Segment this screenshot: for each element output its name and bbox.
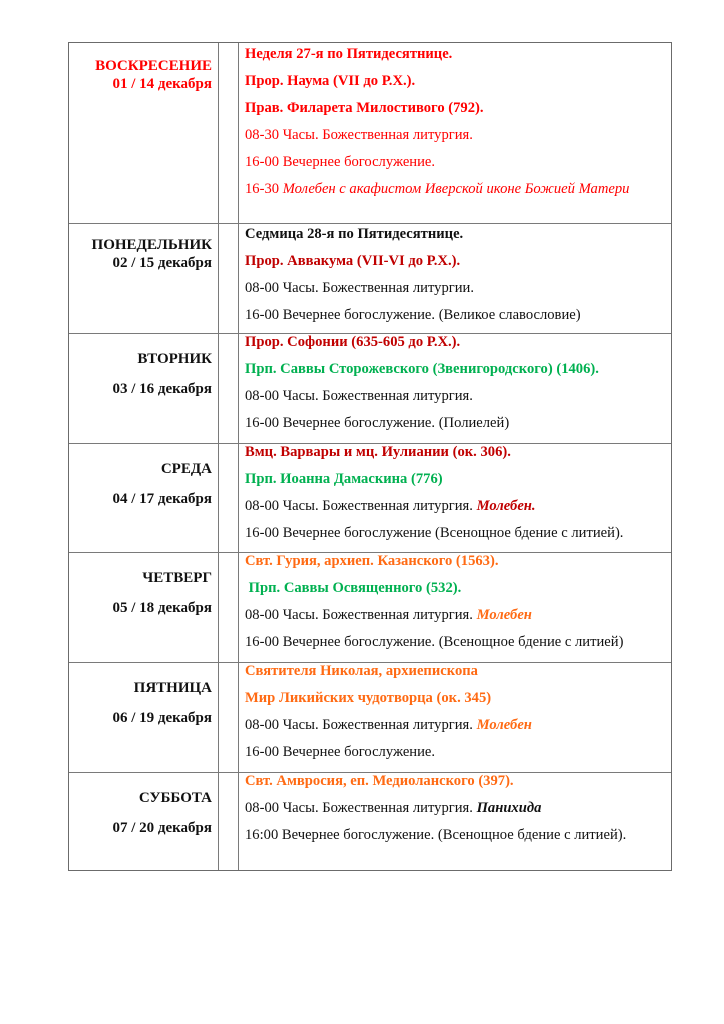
event-line <box>245 685 671 712</box>
event-text: Мир Ликийских чудотворца (ок. 345) <box>245 690 492 706</box>
schedule-table <box>68 42 672 871</box>
weekday-label: ВТОРНИК <box>137 351 212 367</box>
weekday-label: ПЯТНИЦА <box>133 680 212 696</box>
day-cell <box>69 224 219 333</box>
table-row <box>69 663 671 773</box>
event-line <box>245 439 671 466</box>
event-text: Молебен с акафистом Иверской иконе Божией Матери <box>282 181 630 197</box>
table-row <box>69 553 671 663</box>
event-text: 08-00 Часы. Божественная литургия. <box>245 498 477 514</box>
day-cell <box>69 334 219 443</box>
event-text: 16-00 Вечернее богослужение (Всенощное бдение с литией). <box>245 525 624 541</box>
event-text: Прор. Софонии (635-605 до Р.Х.). <box>245 334 461 350</box>
event-text: Прор. Аввакума (VII-VI до Р.Х.). <box>245 253 461 269</box>
table-row <box>69 224 671 334</box>
spacer-cell <box>219 553 239 662</box>
event-line <box>245 629 671 656</box>
event-text: 08-00 Часы. Божественная литургия. <box>245 800 477 816</box>
event-note: Панихида <box>476 800 542 816</box>
event-note: Молебен <box>476 717 532 733</box>
event-text: 16-00 Вечернее богослужение. (Всенощное бдение с литией) <box>245 634 624 650</box>
event-line <box>245 466 671 493</box>
date-label: 06 / 19 декабря <box>112 710 212 726</box>
event-line <box>245 493 671 520</box>
event-text: 08-00 Часы. Божественная литургии. <box>245 280 475 296</box>
table-row <box>69 773 671 870</box>
event-text: 08-30 Часы. Божественная литургия. <box>245 127 473 143</box>
events-cell <box>245 658 671 766</box>
weekday-label: ПОНЕДЕЛЬНИК <box>91 237 212 253</box>
event-line <box>245 248 671 275</box>
event-text: Вмц. Варвары и мц. Иулиании (ок. 306). <box>245 444 511 460</box>
event-line <box>245 739 671 766</box>
events-cell <box>245 329 671 437</box>
events-cell <box>245 41 671 203</box>
event-text: Прор. Наума (VII до Р.Х.). <box>245 73 416 89</box>
event-note: Молебен <box>476 607 532 623</box>
event-text: Свт. Амвросия, еп. Медиоланского (397). <box>245 773 514 789</box>
event-text: Свт. Гурия, архиеп. Казанского (1563). <box>245 553 499 569</box>
event-time: 16-30 <box>245 181 283 197</box>
event-line <box>245 520 671 547</box>
event-text: Неделя 27-я по Пятидесятнице. <box>245 46 453 62</box>
date-label: 03 / 16 декабря <box>112 381 212 397</box>
event-text: 16-00 Вечернее богослужение. (Полиелей) <box>245 415 510 431</box>
weekday-label: СРЕДА <box>160 461 212 477</box>
event-text: 08-00 Часы. Божественная литургия. <box>245 717 477 733</box>
event-text: Святителя Николая, архиепископа <box>245 663 478 679</box>
event-line <box>245 275 671 302</box>
spacer-cell <box>219 773 239 870</box>
date-label: 07 / 20 декабря <box>112 820 212 836</box>
event-text: 16-00 Вечернее богослужение. <box>245 744 436 760</box>
event-line <box>245 41 671 68</box>
event-line <box>245 302 671 329</box>
spacer-cell <box>219 43 239 223</box>
event-line <box>245 329 671 356</box>
weekday-label: ЧЕТВЕРГ <box>142 570 212 586</box>
date-label: 05 / 18 декабря <box>112 600 212 616</box>
event-line <box>245 221 671 248</box>
date-label: 04 / 17 декабря <box>112 491 212 507</box>
event-note: Молебен. <box>476 498 536 514</box>
event-text: 08-00 Часы. Божественная литургия. <box>245 607 477 623</box>
table-row <box>69 43 671 224</box>
day-cell <box>69 663 219 772</box>
event-line <box>245 712 671 739</box>
events-cell <box>245 439 671 547</box>
events-cell <box>245 221 671 329</box>
day-cell <box>69 444 219 552</box>
table-row <box>69 444 671 553</box>
spacer-cell <box>219 224 239 333</box>
event-line <box>245 822 671 849</box>
event-line <box>245 149 671 176</box>
spacer-cell <box>219 444 239 552</box>
event-text: 08-00 Часы. Божественная литургия. <box>245 388 473 404</box>
event-text: 16-00 Вечернее богослужение. (Великое славословие) <box>245 307 581 323</box>
weekday-label: СУББОТА <box>138 790 212 806</box>
event-text: Прп. Саввы Освященного (532). <box>245 580 462 596</box>
event-line <box>245 548 671 575</box>
event-text: 16:00 Вечернее богослужение. (Всенощное бдение с литией). <box>245 827 627 843</box>
event-line <box>245 602 671 629</box>
event-line <box>245 795 671 822</box>
event-line <box>245 176 671 203</box>
weekday-label: ВОСКРЕСЕНИЕ <box>95 58 212 74</box>
event-text: Седмица 28-я по Пятидесятнице. <box>245 226 464 242</box>
event-line <box>245 68 671 95</box>
event-text: Прп. Иоанна Дамаскина (776) <box>245 471 443 487</box>
event-line <box>245 122 671 149</box>
events-cell <box>245 548 671 656</box>
event-line <box>245 410 671 437</box>
date-label: 02 / 15 декабря <box>112 255 212 271</box>
event-text: Прав. Филарета Милостивого (792). <box>245 100 484 116</box>
event-text: 16-00 Вечернее богослужение. <box>245 154 436 170</box>
event-text: Прп. Саввы Сторожевского (Звенигородского) (1406). <box>245 361 599 377</box>
event-line <box>245 95 671 122</box>
spacer-cell <box>219 663 239 772</box>
event-line <box>245 356 671 383</box>
spacer-cell <box>219 334 239 443</box>
day-cell <box>69 553 219 662</box>
event-line <box>245 768 671 795</box>
event-line <box>245 575 671 602</box>
date-label: 01 / 14 декабря <box>112 76 212 92</box>
table-row <box>69 334 671 444</box>
event-line <box>245 383 671 410</box>
day-cell <box>69 43 219 223</box>
event-line <box>245 658 671 685</box>
day-cell <box>69 773 219 870</box>
events-cell <box>245 768 671 849</box>
